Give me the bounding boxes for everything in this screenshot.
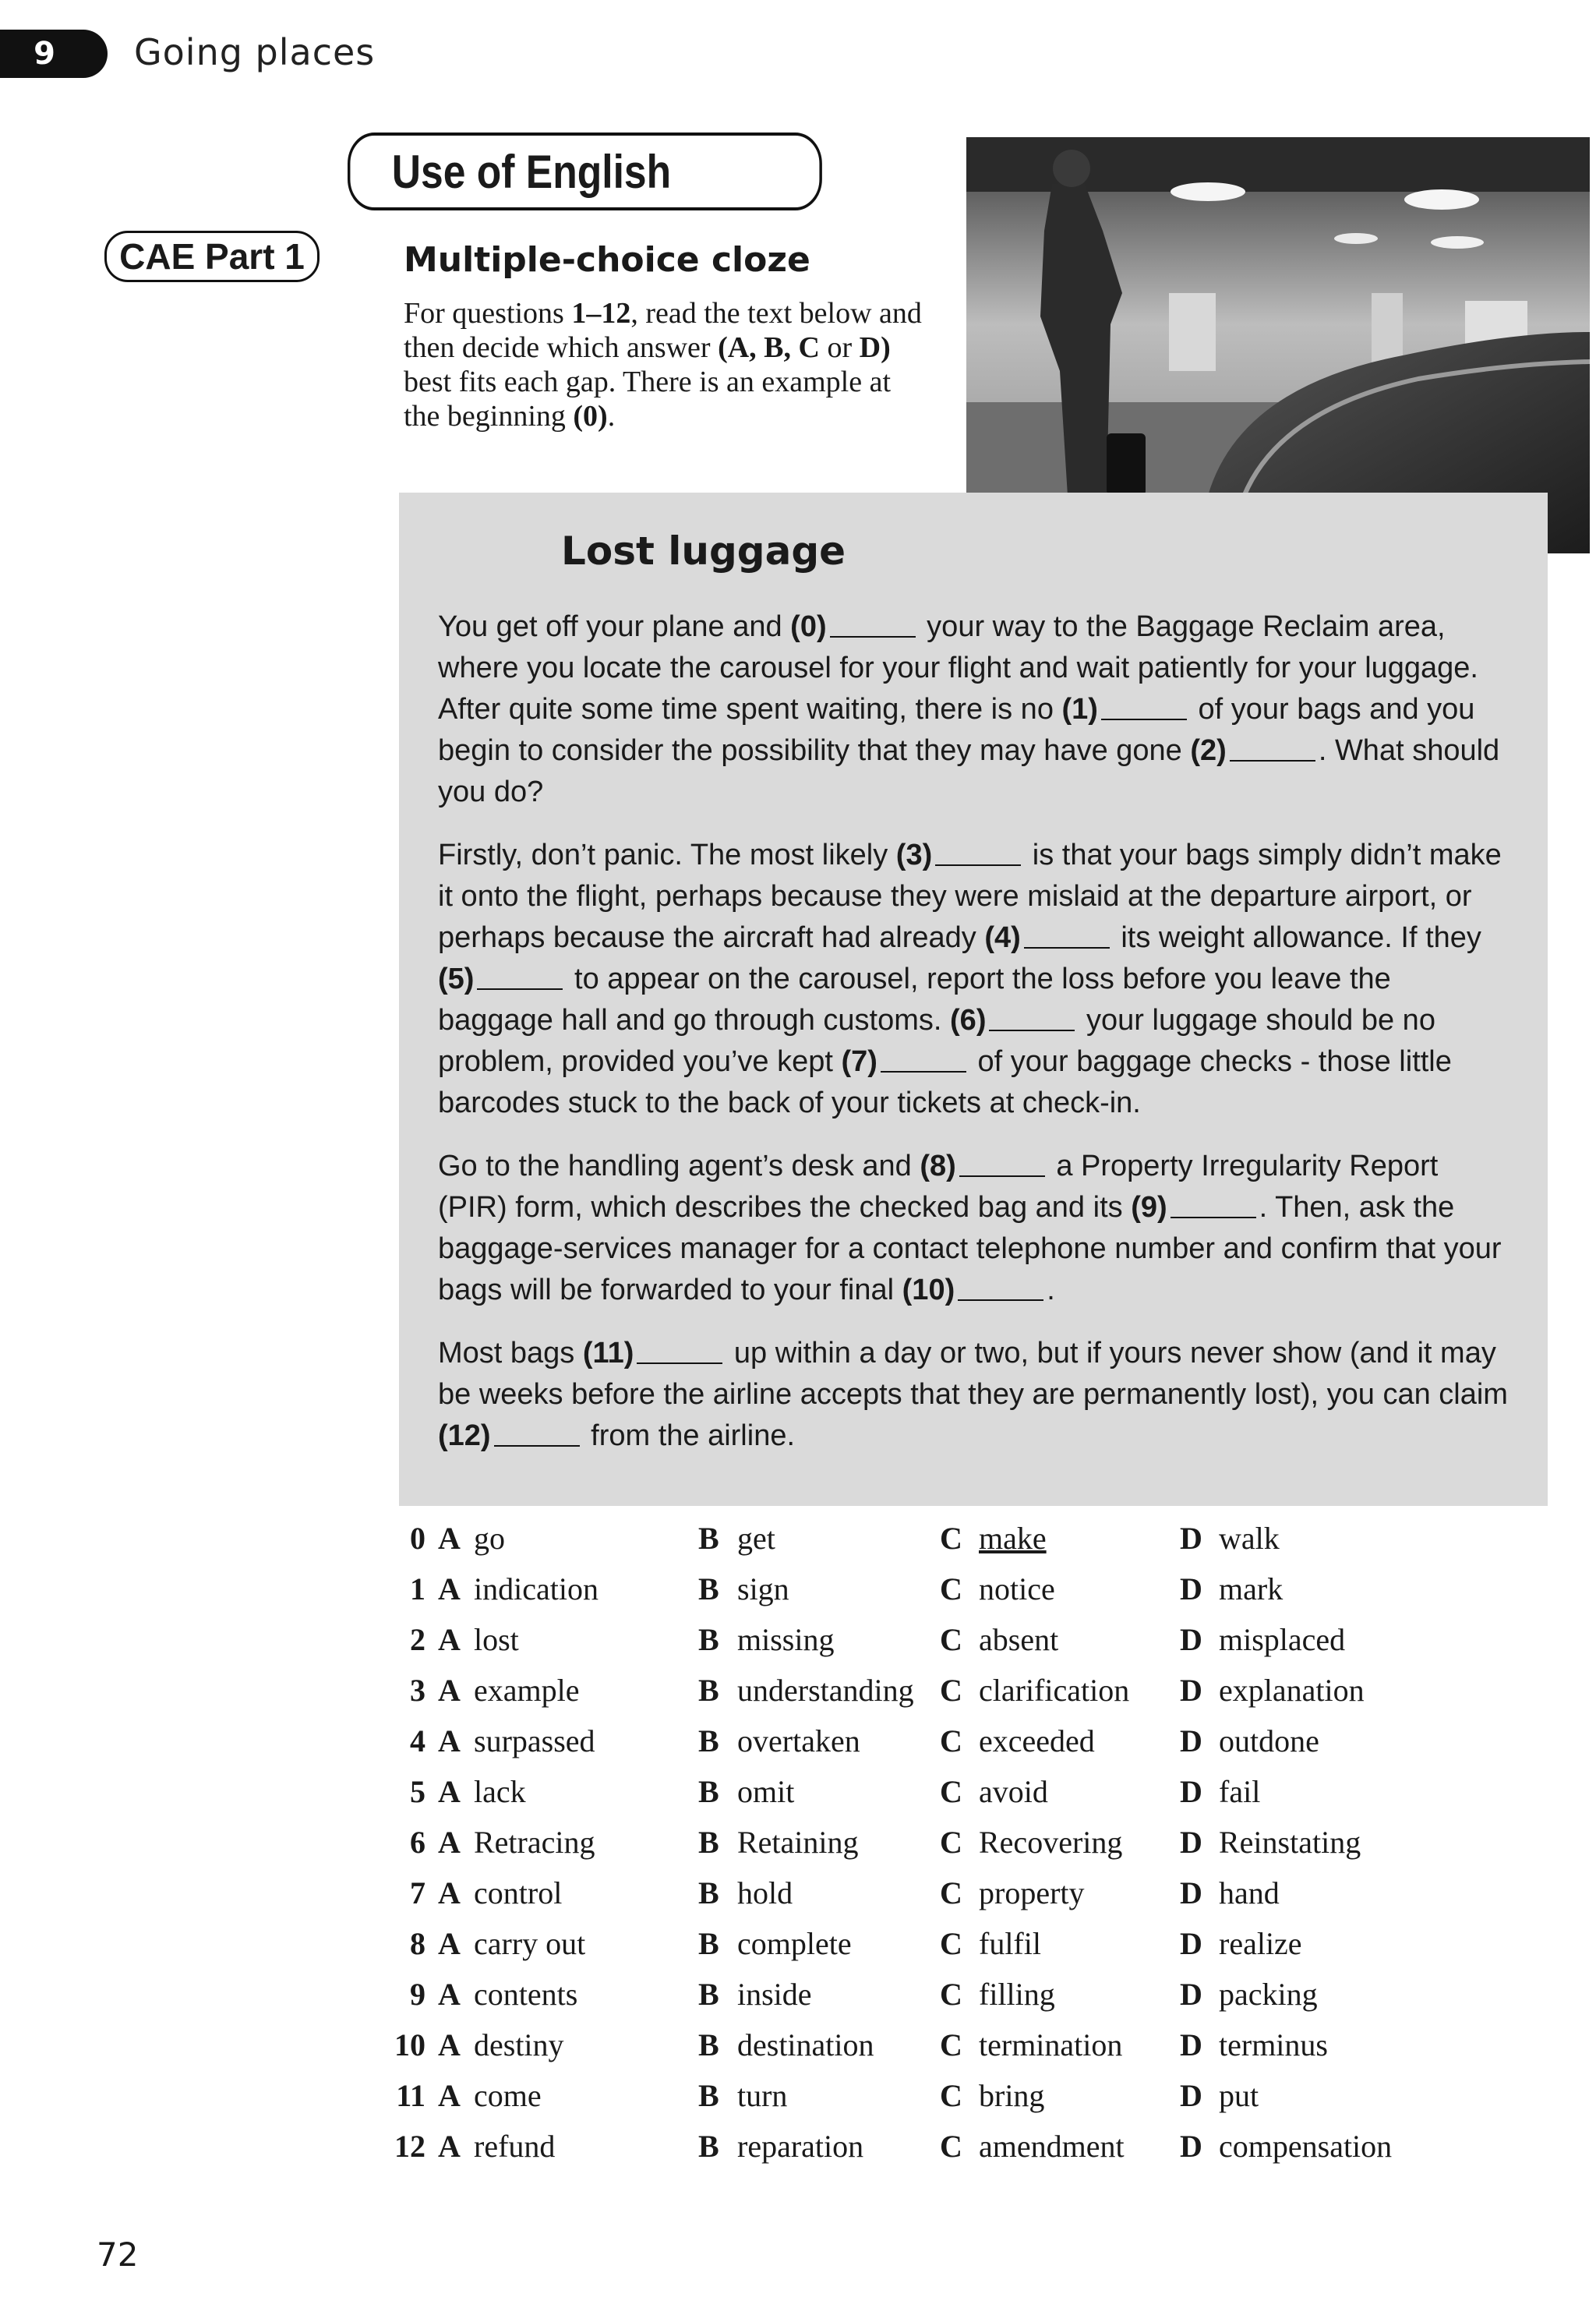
option-letter: D (1180, 1926, 1202, 1961)
airport-baggage-photo (966, 137, 1590, 553)
article-paragraph (438, 1146, 1513, 1311)
option-text: destination (737, 2027, 874, 2062)
option-row (385, 1571, 1554, 1621)
article-text: a Property Irregularity Report (PIR) form, which describes the checked bag and its (438, 1150, 1439, 1224)
article-text: of your bags and you begin to consider the possibility that they may have gone (438, 693, 1475, 767)
option-text: come (474, 2078, 542, 2113)
option-letter: C (940, 1521, 962, 1556)
option-text: fulfil (979, 1926, 1041, 1961)
option-letter: B (698, 1875, 719, 1910)
article-text: to appear on the carousel, report the loss before you leave the baggage hall and go through customs. (438, 963, 1391, 1037)
article-text: Most bags (438, 1337, 583, 1370)
gap-number: (10) (902, 1274, 955, 1306)
option-letter: A (438, 1571, 461, 1606)
option-letter: A (438, 1774, 461, 1809)
option-text: carry out (474, 1926, 586, 1961)
task-instructions (404, 296, 934, 433)
option-text: get (737, 1521, 775, 1556)
article-text: its weight allowance. If they (1112, 921, 1481, 954)
option-letter: B (698, 1723, 719, 1758)
question-number: 10 (394, 2027, 425, 2062)
gap-number: (7) (841, 1045, 877, 1078)
article-body (438, 606, 1513, 1479)
option-text: avoid (979, 1774, 1048, 1809)
option-letter: A (438, 2027, 461, 2062)
option-text: notice (979, 1571, 1055, 1606)
question-number: 6 (410, 1825, 425, 1860)
gap-line (637, 1362, 722, 1364)
option-letter: A (438, 1825, 461, 1860)
option-letter: D (1180, 1622, 1202, 1657)
article-text: . What should you do? (438, 734, 1500, 808)
option-text: bring (979, 2078, 1045, 2113)
option-row (385, 1925, 1554, 1976)
option-letter: D (1180, 1521, 1202, 1556)
option-letter: C (940, 1673, 962, 1708)
option-text: fail (1219, 1774, 1261, 1809)
gap-line (935, 864, 1021, 866)
instr-letters: (A, B, C (718, 331, 820, 364)
section-heading (348, 133, 822, 210)
question-number: 8 (410, 1926, 425, 1961)
gap-number: (9) (1131, 1191, 1167, 1224)
instr-text: or (819, 331, 860, 364)
option-text: turn (737, 2078, 788, 2113)
option-text: mark (1219, 1571, 1284, 1606)
option-text: Reinstating (1219, 1825, 1361, 1860)
option-row (385, 1875, 1554, 1925)
option-row (385, 2077, 1554, 2128)
gap-line (989, 1029, 1075, 1031)
option-row (385, 1824, 1554, 1875)
section-title: Use of English (391, 145, 672, 198)
option-text: filling (979, 1977, 1055, 2012)
instr-text: For questions (404, 297, 572, 330)
option-letter: D (1180, 2078, 1202, 2113)
question-number: 5 (410, 1774, 425, 1809)
option-letter: C (940, 1926, 962, 1961)
article-title: Lost luggage (561, 528, 846, 574)
article-text: your luggage should be no problem, provided you’ve kept (438, 1004, 1435, 1078)
option-text: destiny (474, 2027, 564, 2062)
question-number: 1 (410, 1571, 425, 1606)
article-paragraph (438, 1333, 1513, 1457)
article-text: Firstly, don’t panic. The most likely (438, 839, 896, 871)
option-text: overtaken (737, 1723, 860, 1758)
option-text: amendment (979, 2129, 1125, 2164)
option-letter: D (1180, 1774, 1202, 1809)
article-text: . Then, ask the baggage-services manager for a contact telephone number and confirm that your bags will be forwarded to your final (438, 1191, 1502, 1306)
option-letter: D (1180, 1571, 1202, 1606)
option-row (385, 1773, 1554, 1824)
option-letter: D (1180, 1723, 1202, 1758)
option-letter: A (438, 1926, 461, 1961)
option-text: misplaced (1219, 1622, 1346, 1657)
instr-example: (0) (573, 400, 608, 433)
article-text: of your baggage checks - those little barcodes stuck to the back of your tickets at check-in. (438, 1045, 1452, 1119)
option-text: hand (1219, 1875, 1280, 1910)
question-number: 4 (410, 1723, 425, 1758)
gap-number: (6) (950, 1004, 987, 1037)
option-text: property (979, 1875, 1085, 1910)
option-text: missing (737, 1622, 835, 1657)
option-text: indication (474, 1571, 598, 1606)
option-letter: A (438, 2078, 461, 2113)
option-text: make (979, 1521, 1047, 1556)
option-letter: D (1180, 1673, 1202, 1708)
option-letter: A (438, 1875, 461, 1910)
page-number: 72 (97, 2235, 139, 2274)
article-paragraph (438, 835, 1513, 1124)
article-text: Go to the handling agent’s desk and (438, 1150, 920, 1182)
option-text: lost (474, 1622, 519, 1657)
option-row (385, 1520, 1554, 1571)
gap-line (477, 988, 563, 990)
instr-letter-d: D) (859, 331, 891, 364)
question-number: 11 (396, 2078, 425, 2113)
option-letter: C (940, 1622, 962, 1657)
gap-line (1230, 759, 1315, 762)
option-letter: A (438, 1521, 461, 1556)
option-letter: A (438, 1723, 461, 1758)
option-text: clarification (979, 1673, 1130, 1708)
option-text: exceeded (979, 1723, 1095, 1758)
option-text: packing (1219, 1977, 1318, 2012)
option-text: Recovering (979, 1825, 1123, 1860)
instr-text: , read the text below and then decide which answer (404, 297, 922, 364)
gap-line (494, 1444, 580, 1447)
option-letter: B (698, 1977, 719, 2012)
option-text: inside (737, 1977, 812, 2012)
option-text: omit (737, 1774, 795, 1809)
chapter-title: Going places (134, 31, 376, 73)
instr-text: best fits each gap. There is an example at the beginning (404, 366, 891, 433)
option-text: surpassed (474, 1723, 595, 1758)
question-number: 12 (394, 2129, 425, 2164)
article-paragraph (438, 606, 1513, 813)
article-text: is that your bags simply didn’t make it onto the flight, perhaps because they were mislaid at the departure airport, or perhaps because the aircraft had already (438, 839, 1502, 954)
question-number: 0 (410, 1521, 425, 1556)
option-text: Retracing (474, 1825, 595, 1860)
option-text: explanation (1219, 1673, 1365, 1708)
gap-number: (11) (582, 1337, 634, 1370)
option-letter: B (698, 1673, 719, 1708)
gap-number: (3) (895, 839, 933, 871)
option-text: walk (1219, 1521, 1280, 1556)
option-letter: D (1180, 2027, 1202, 2062)
option-row (385, 2128, 1554, 2179)
option-letter: D (1180, 1977, 1202, 2012)
option-letter: A (438, 1673, 461, 1708)
gap-number: (8) (920, 1150, 956, 1182)
option-letter: A (438, 2129, 461, 2164)
question-number: 7 (410, 1875, 425, 1910)
part-badge (104, 231, 320, 282)
option-text: contents (474, 1977, 578, 2012)
option-text: go (474, 1521, 505, 1556)
part-label: CAE Part 1 (119, 236, 305, 277)
option-letter: C (940, 1825, 962, 1860)
option-row (385, 1672, 1554, 1723)
article-text: from the airline. (582, 1419, 796, 1452)
gap-number: (12) (438, 1419, 491, 1452)
option-letter: D (1180, 2129, 1202, 2164)
option-text: terminus (1219, 2027, 1328, 2062)
option-letter: C (940, 1571, 962, 1606)
option-letter: C (940, 2078, 962, 2113)
option-text: control (474, 1875, 563, 1910)
option-text: lack (474, 1774, 526, 1809)
option-letter: C (940, 2129, 962, 2164)
article-text: . (1047, 1274, 1055, 1306)
gap-number: (5) (438, 963, 475, 995)
article-text: up within a day or two, but if yours never show (and it may be weeks before the airline accepts that they are permanently lost), you can claim (438, 1337, 1508, 1411)
gap-number: (4) (984, 921, 1021, 954)
option-text: compensation (1219, 2129, 1393, 2164)
option-letter: C (940, 1875, 962, 1910)
gap-line (881, 1070, 966, 1073)
article-text: your way to the Baggage Reclaim area, where you locate the carousel for your flight and wait patiently for your luggage. After quite some time spent waiting, there is no (438, 610, 1478, 726)
option-letter: D (1180, 1825, 1202, 1860)
answer-options (385, 1520, 1554, 2179)
option-letter: C (940, 1723, 962, 1758)
gap-line (959, 1175, 1045, 1177)
option-row (385, 1976, 1554, 2027)
gap-number: (1) (1061, 693, 1098, 726)
option-letter: A (438, 1977, 461, 2012)
option-text: sign (737, 1571, 789, 1606)
option-letter: B (698, 2078, 719, 2113)
gap-line (958, 1299, 1043, 1301)
option-text: absent (979, 1622, 1059, 1657)
option-text: realize (1219, 1926, 1302, 1961)
option-letter: B (698, 1926, 719, 1961)
option-text: Retaining (737, 1825, 859, 1860)
chapter-number-tab (0, 30, 108, 78)
option-letter: B (698, 1622, 719, 1657)
gap-number: (0) (790, 610, 827, 643)
chapter-number: 9 (34, 36, 55, 72)
option-letter: C (940, 1977, 962, 2012)
option-row (385, 1723, 1554, 1773)
instr-text: . (607, 400, 616, 433)
option-text: understanding (737, 1673, 914, 1708)
option-letter: B (698, 1521, 719, 1556)
option-row (385, 1621, 1554, 1672)
option-letter: D (1180, 1875, 1202, 1910)
question-number: 2 (410, 1622, 425, 1657)
gap-line (1024, 946, 1110, 949)
option-letter: C (940, 2027, 962, 2062)
option-letter: B (698, 1774, 719, 1809)
gap-line (1171, 1216, 1256, 1218)
option-letter: B (698, 2129, 719, 2164)
option-letter: C (940, 1774, 962, 1809)
gap-number: (2) (1190, 734, 1227, 767)
option-text: termination (979, 2027, 1123, 2062)
option-letter: B (698, 2027, 719, 2062)
option-text: reparation (737, 2129, 864, 2164)
question-number: 9 (410, 1977, 425, 2012)
option-letter: B (698, 1571, 719, 1606)
question-number: 3 (410, 1673, 425, 1708)
task-title: Multiple-choice cloze (404, 240, 810, 280)
option-text: complete (737, 1926, 852, 1961)
instr-range: 1–12 (571, 297, 631, 330)
option-row (385, 2027, 1554, 2077)
option-text: example (474, 1673, 580, 1708)
option-text: put (1219, 2078, 1259, 2113)
option-letter: B (698, 1825, 719, 1860)
article-text: You get off your plane and (438, 610, 791, 643)
option-text: refund (474, 2129, 556, 2164)
gap-line (830, 635, 916, 638)
option-letter: A (438, 1622, 461, 1657)
option-text: hold (737, 1875, 793, 1910)
option-text: outdone (1219, 1723, 1319, 1758)
gap-line (1101, 718, 1187, 720)
